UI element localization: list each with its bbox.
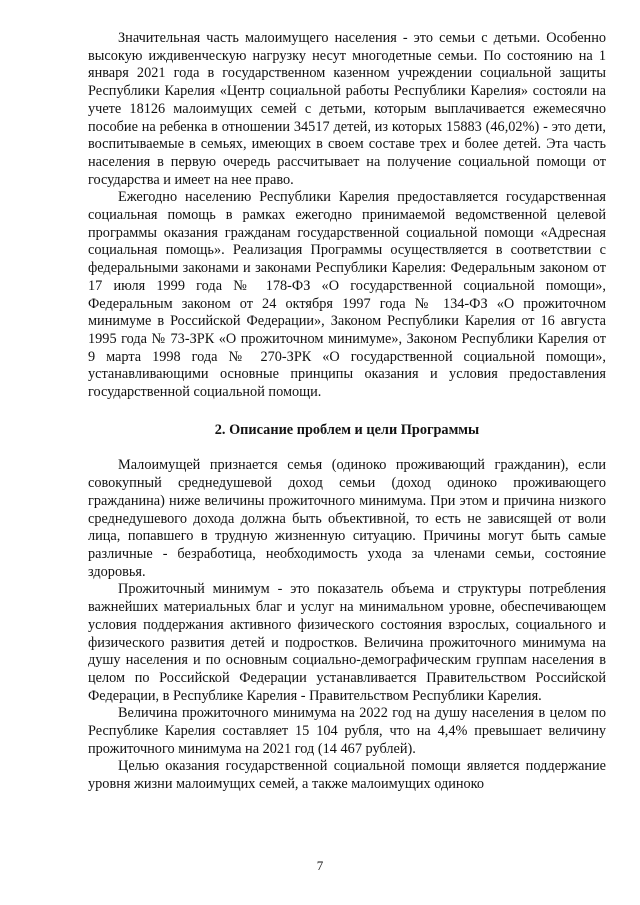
section-heading: 2. Описание проблем и цели Программы xyxy=(214,421,480,438)
paragraph-state-assistance: Ежегодно населению Республики Карелия предоставляется государственная социальная помощь в рамках ежегодно принимаемой ведомственной целевой программы оказания гражданам государственной социальной помощи «Адресная социальная помощь». Реализация Программы осуществляется в соответствии с федеральными законами и законами Республики Карелия: Федеральным законом от 17 июля 1999 года № 178-ФЗ «О государственной социальной помощи», Федеральным законом от 24 октября 1997 года № 134-ФЗ «О прожиточном минимуме в Российской Федерации», Законом Республики Карелия от 16 августа 1995 года № 73-ЗРК «О прожиточном минимуме», Законом Республики Карелия от 9 марта 1998 года № 270-ЗРК «О государственной социальной помощи», устанавливающими основные принципы оказания и условия предоставления государственной социальной помощи. xyxy=(88,189,606,401)
paragraph-low-income-definition: Малоимущей признается семья (одиноко проживающий гражданин), если совокупный среднедушевой доход семьи (доход одиноко проживающего гражданина) ниже величины прожиточного минимума. При этом и причина низкого среднедушевого дохода должна быть объективной, то есть не зависящей от воли лица, попавшего в трудную жизненную ситуацию. Причины могут быть самые различные - безработица, необходимость ухода за членами семьи, состояние здоровья. xyxy=(88,457,606,580)
paragraph-subsistence-minimum: Прожиточный минимум - это показатель объема и структуры потребления важнейших материальных благ и услуг на минимальном уровне, обеспечивающем условия поддержания активного физического состояния взрослых, социального и физического развития детей и подростков. Величина прожиточного минимума на душу населения и по основным социально-демографическим группам населения в целом по Российской Федерации устанавливается Правительством Российской Федерации, в Республике Карелия - Правительством Республики Карелия. xyxy=(88,581,606,704)
paragraph-program-goal: Целью оказания государственной социальной помощи является поддержание уровня жизни малоимущих семей, а также малоимущих одиноко xyxy=(88,758,606,793)
paragraph-subsistence-value: Величина прожиточного минимума на 2022 год на душу населения в целом по Республике Карелия составляет 15 104 рубля, что на 4,4% превышает величину прожиточного минимума на 2021 год (14 467 рублей). xyxy=(88,705,606,757)
page-number: 7 xyxy=(316,858,324,873)
paragraph-low-income-families: Значительная часть малоимущего населения - это семьи с детьми. Особенно высокую иждивенческую нагрузку несут многодетные семьи. По состоянию на 1 января 2021 года в государственном казенном учреждении социальной защиты Республики Карелия «Центр социальной работы Республики Карелия» состояли на учете 18126 малоимущих семей с детьми, которым выплачивается ежемесячно пособие на ребенка в отношении 34517 детей, из которых 15883 (46,02%) - это дети, воспитываемые в семьях, имеющих в своем составе трех и более детей. Эта часть населения в первую очередь рассчитывает на получение социальной помощи от государства и имеет на нее право. xyxy=(88,30,606,188)
